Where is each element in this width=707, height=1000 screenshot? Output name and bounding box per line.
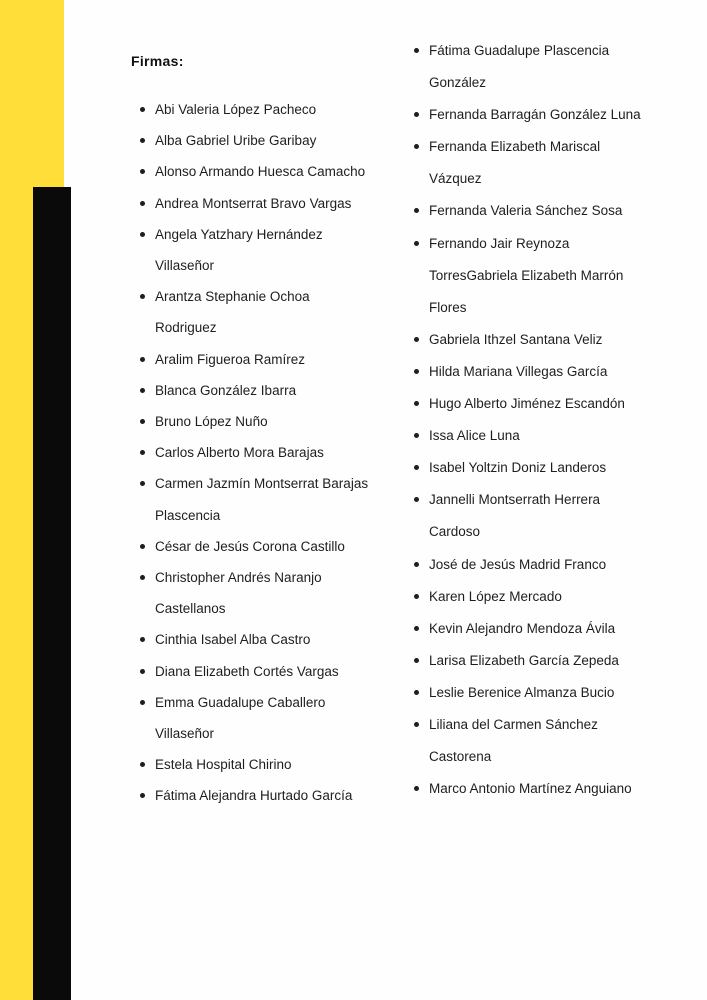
- signature-item: Kevin Alejandro Mendoza Ávila: [414, 613, 644, 645]
- signatures-heading: Firmas:: [131, 53, 184, 69]
- signature-item: Blanca González Ibarra: [140, 375, 372, 406]
- signature-item: Jannelli Montserrath Herrera Cardoso: [414, 484, 644, 548]
- signature-item: Fernando Jair Reynoza TorresGabriela Elizabeth Marrón Flores: [414, 228, 644, 324]
- signature-item: Diana Elizabeth Cortés Vargas: [140, 656, 372, 687]
- signature-item: Karen López Mercado: [414, 581, 644, 613]
- signature-item: Alonso Armando Huesca Camacho: [140, 156, 372, 187]
- signature-item: Arantza Stephanie Ochoa Rodriguez: [140, 281, 372, 343]
- signature-item: Gabriela Ithzel Santana Veliz: [414, 324, 644, 356]
- signature-item: José de Jesús Madrid Franco: [414, 549, 644, 581]
- signature-item: Fátima Guadalupe Plascencia González: [414, 35, 644, 99]
- black-accent-bar: [33, 187, 71, 1000]
- signature-item: Carlos Alberto Mora Barajas: [140, 437, 372, 468]
- signature-item: Fernanda Valeria Sánchez Sosa: [414, 195, 644, 227]
- signature-item: Estela Hospital Chirino: [140, 749, 372, 780]
- signature-list-right: [414, 35, 644, 805]
- signature-item: Hugo Alberto Jiménez Escandón: [414, 388, 644, 420]
- signature-item: Andrea Montserrat Bravo Vargas: [140, 188, 372, 219]
- signature-item: Hilda Mariana Villegas García: [414, 356, 644, 388]
- signature-item: Fernanda Elizabeth Mariscal Vázquez: [414, 131, 644, 195]
- signature-item: Angela Yatzhary Hernández Villaseñor: [140, 219, 372, 281]
- signature-item: Bruno López Nuño: [140, 406, 372, 437]
- signature-item: Larisa Elizabeth García Zepeda: [414, 645, 644, 677]
- signature-item: Isabel Yoltzin Doniz Landeros: [414, 452, 644, 484]
- signature-item: César de Jesús Corona Castillo: [140, 531, 372, 562]
- signature-item: Christopher Andrés Naranjo Castellanos: [140, 562, 372, 624]
- signature-list-left: [140, 94, 372, 812]
- signature-item: Liliana del Carmen Sánchez Castorena: [414, 709, 644, 773]
- signature-item: Fernanda Barragán González Luna: [414, 99, 644, 131]
- signature-item: Leslie Berenice Almanza Bucio: [414, 677, 644, 709]
- signature-item: Cinthia Isabel Alba Castro: [140, 624, 372, 655]
- signature-item: Carmen Jazmín Montserrat Barajas Plascencia: [140, 468, 372, 530]
- signature-item: Abi Valeria López Pacheco: [140, 94, 372, 125]
- signature-item: Issa Alice Luna: [414, 420, 644, 452]
- signature-item: Aralim Figueroa Ramírez: [140, 344, 372, 375]
- signature-item: Fátima Alejandra Hurtado García: [140, 780, 372, 811]
- signature-item: Alba Gabriel Uribe Garibay: [140, 125, 372, 156]
- signature-item: Marco Antonio Martínez Anguiano: [414, 773, 644, 805]
- signature-item: Emma Guadalupe Caballero Villaseñor: [140, 687, 372, 749]
